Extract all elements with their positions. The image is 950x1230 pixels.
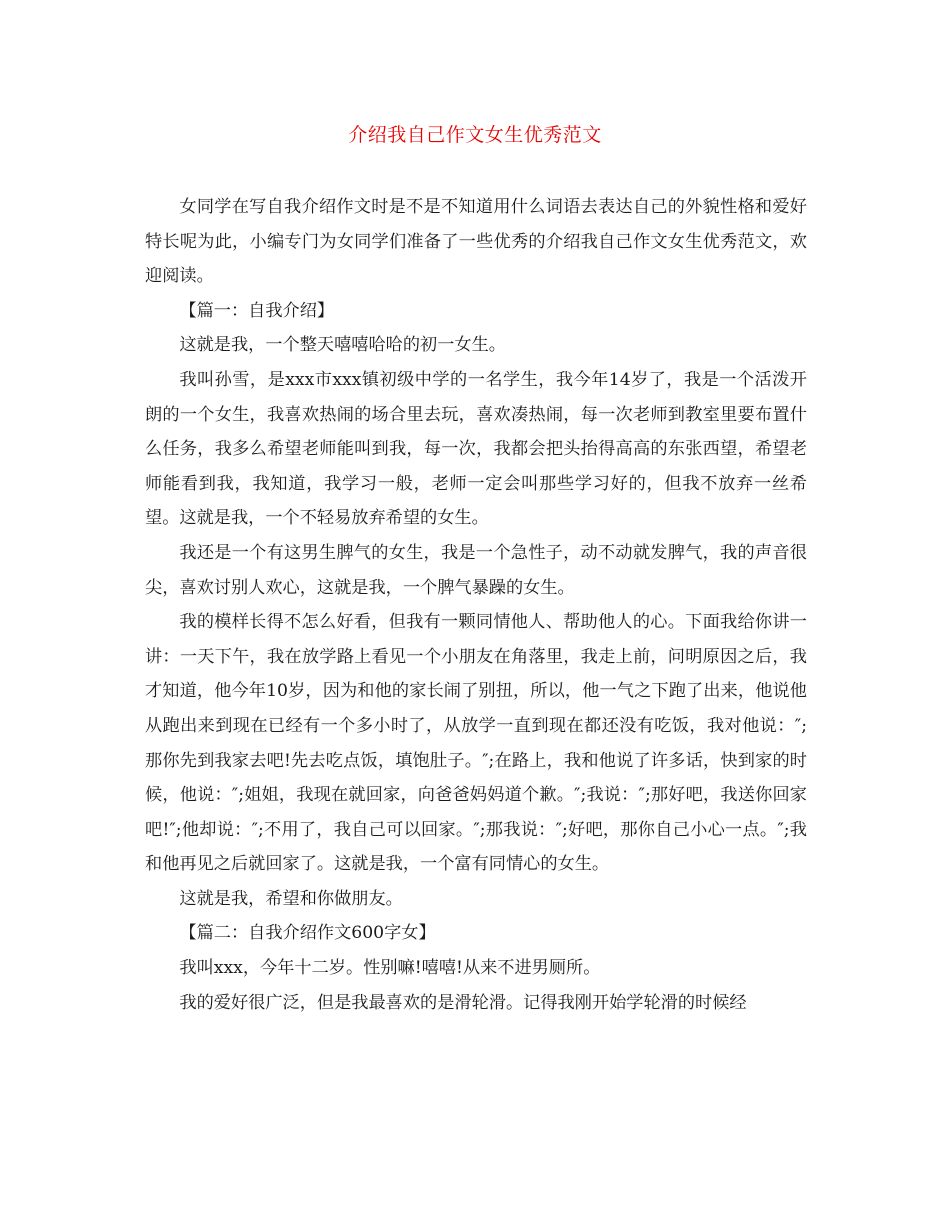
body-paragraph: 这就是我，一个整天嘻嘻哈哈的初一女生。 xyxy=(179,335,506,356)
document-title: 介绍我自己作文女生优秀范文 xyxy=(348,124,602,146)
body-paragraph: 我还是一个有这男生脾气的女生，我是一个急性子，动不动就发脾气，我的声音很尖，喜欢讨别人欢心，这就是我，一个脾气暴躁的女生。 xyxy=(145,542,807,598)
body-paragraph: 我的爱好很广泛，但是我最喜欢的是滑轮滑。记得我刚开始学轮滑的时候经 xyxy=(179,992,747,1013)
document-body xyxy=(145,190,807,1020)
body-paragraph: 我叫孙雪，是xxx市xxx镇初级中学的一名学生，我今年14岁了，我是一个活泼开朗的一个女生，我喜欢热闹的场合里去玩，喜欢凑热闹，每一次老师到教室里要布置什么任务，我多么希望老师能叫到我，每一次，我都会把头抬得高高的东张西望，希望老师能看到我，我知道，我学习一般，老师一定会叫那些学习好的，但我不放弃一丝希望。这就是我，一个不轻易放弃希望的女生。 xyxy=(145,369,807,529)
body-paragraph: 这就是我，希望和你做朋友。 xyxy=(179,888,403,909)
body-paragraph: 我叫xxx，今年十二岁。性别嘛!嘻嘻!从来不进男厕所。 xyxy=(179,958,601,979)
section-heading-2: 【篇二：自我介绍作文600字女】 xyxy=(179,923,436,944)
intro-paragraph: 女同学在写自我介绍作文时是不是不知道用什么词语去表达自己的外貌性格和爱好特长呢为此，小编专门为女同学们准备了一些优秀的介绍我自己作文女生优秀范文，欢迎阅读。 xyxy=(145,197,807,287)
section-heading-1: 【篇一：自我介绍】 xyxy=(179,300,335,321)
body-paragraph: 我的模样长得不怎么好看，但我有一颗同情他人、帮助他人的心。下面我给你讲一讲：一天下午，我在放学路上看见一个小朋友在角落里，我走上前，问明原因之后，我才知道，他今年10岁，因为和他的家长闹了别扭，所以，他一气之下跑了出来，他说他从跑出来到现在已经有一个多小时了，从放学一直到现在都还没有吃饭，我对他说：″;那你先到我家去吧!先去吃点饭，填饱肚子。″;在路上，我和他说了许多话，快到家的时候，他说：″;姐姐，我现在就回家，向爸爸妈妈道个歉。″;我说：″;那好吧，我送你回家吧!″;他却说：″;不用了，我自己可以回家。″;那我说：″;好吧，那你自己小心一点。″;我和他再见之后就回家了。这就是我，一个富有同情心的女生。 xyxy=(145,612,807,875)
